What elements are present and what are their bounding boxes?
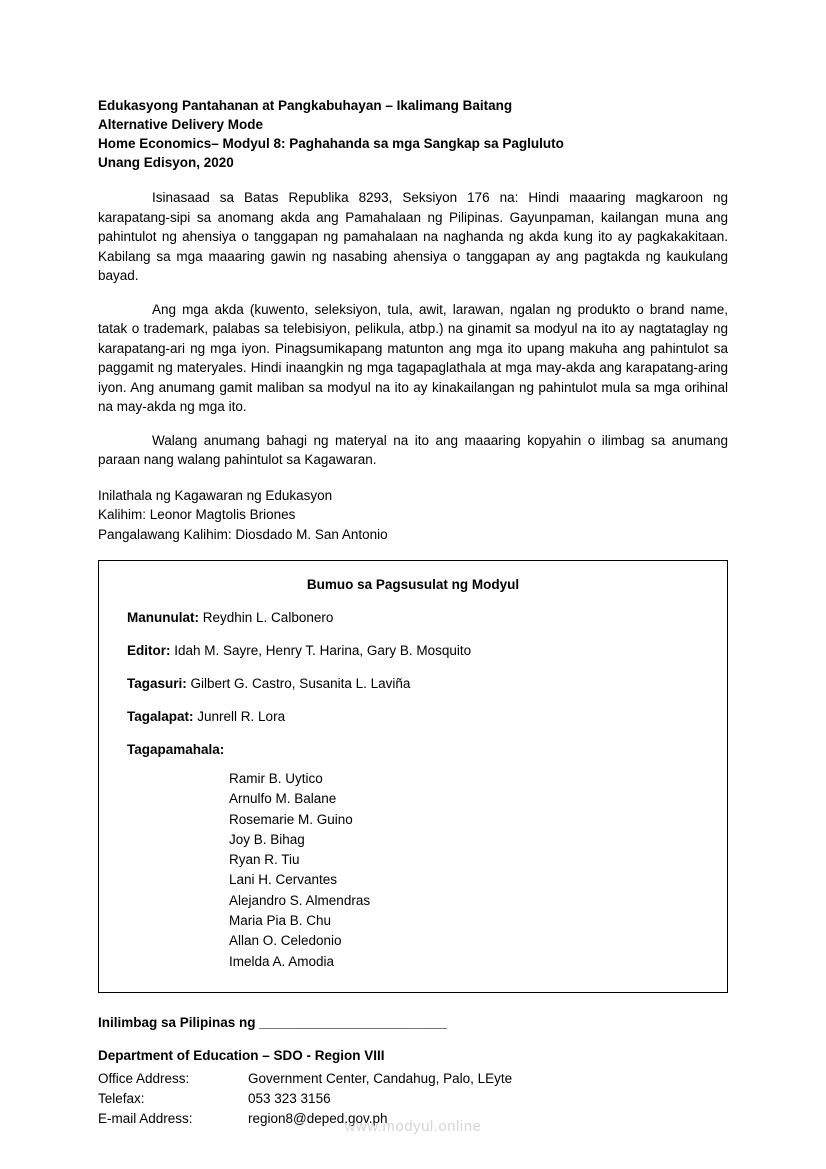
credit-row [127, 674, 709, 693]
contact-value-telefax: 053 323 3156 [248, 1090, 331, 1106]
printed-in-line: Inilimbag sa Pilipinas ng _________________________ [98, 1014, 447, 1030]
list-item: Alejandro S. Almendras [229, 892, 371, 908]
contact-value-office-address: Government Center, Candahug, Palo, LEyte [248, 1070, 513, 1086]
table-row [98, 1069, 512, 1089]
credit-row [127, 740, 709, 759]
list-item: Joy B. Bihag [229, 831, 305, 847]
credit-role-layout: Tagalapat: [127, 709, 194, 724]
credit-role-editor: Editor: [127, 643, 171, 658]
credit-role-writer: Manunulat: [127, 610, 199, 625]
list-item: Maria Pia B. Chu [229, 913, 332, 929]
table-row [98, 1089, 512, 1109]
contact-label-office-address: Office Address: [98, 1070, 190, 1086]
list-item: Arnulfo M. Balane [229, 791, 337, 807]
contact-label-telefax: Telefax: [98, 1090, 145, 1106]
title-line-4: Unang Edisyon, 2020 [98, 155, 234, 170]
document-title-block [98, 96, 728, 172]
credit-names-reviewer: Gilbert G. Castro, Susanita L. Laviña [190, 676, 411, 691]
credit-names-editor: Idah M. Sayre, Henry T. Harina, Gary B. Mosquito [174, 643, 472, 658]
credit-names-layout: Junrell R. Lora [197, 709, 286, 724]
supervisor-list [229, 769, 709, 972]
credit-row [127, 707, 709, 726]
publisher-block [98, 486, 728, 545]
list-item: Ryan R. Tiu [229, 852, 300, 868]
title-line-3: Home Economics– Modyul 8: Paghahanda sa mga Sangkap sa Pagluluto [98, 136, 564, 151]
title-line-1: Edukasyong Pantahanan at Pangkabuhayan – Ikalimang Baitang [98, 98, 513, 113]
credit-names-writer: Reydhin L. Calbonero [202, 610, 334, 625]
title-line-2: Alternative Delivery Mode [98, 117, 264, 132]
copyright-paragraph-1: Isinasaad sa Batas Republika 8293, Seksiyon 176 na: Hindi maaaring magkaroon ng karapatang-sipi sa anomang akda ang Pamahalaan ng Pilipinas. Gayunpaman, kailangan muna ang pahintulot ng ahensiya o tanggapan ng pamahalaan na naghanda ng akda kung ito ay pagkakakitaan. Kabilang sa mga maaaring gawin ng nasabing ahensiya o tanggapan ay ang pagtakda ng kaukulang bayad. [98, 190, 728, 283]
copyright-paragraph-3: Walang anumang bahagi ng materyal na ito ang maaaring kopyahin o ilimbag sa anumang paraan nang walang pahintulot sa Kagawaran. [98, 432, 728, 467]
credit-row [127, 641, 709, 660]
publisher-line-3: Pangalawang Kalihim: Diosdado M. San Antonio [98, 526, 388, 542]
copyright-paragraph-2: Ang mga akda (kuwento, seleksiyon, tula, awit, larawan, ngalan ng produkto o brand name, tatak o trademark, palabas sa telebisiyon, pelikula, atbp.) na ginamit sa modyul na ito ay nagtataglay ng karapatang-ari ng mga iyon. Pinagsumikapang matunton ang mga ito upang makuha ang pahintulot sa paggamit ng materyales. Hindi inaangkin ng mga tagapaglathala at mga may-akda ang karapatang-aring iyon. Ang anumang gamit maliban sa modyul na ito ay kinakailangan ng pahintulot mula sa mga orihinal na may-akda ng mga ito. [98, 301, 728, 414]
contact-value-email: region8@deped.gov.ph [248, 1110, 388, 1126]
publisher-line-2: Kalihim: Leonor Magtolis Briones [98, 507, 296, 522]
department-name: Department of Education – SDO - Region VIII [98, 1047, 385, 1063]
list-item: Lani H. Cervantes [229, 872, 338, 888]
credit-row [127, 608, 709, 627]
credit-role-reviewer: Tagasuri: [127, 676, 187, 691]
list-item: Allan O. Celedonio [229, 933, 342, 949]
credits-heading: Bumuo sa Pagsusulat ng Modyul [306, 577, 520, 592]
credits-box [98, 560, 728, 993]
list-item: Rosemarie M. Guino [229, 811, 353, 827]
credit-role-supervisors: Tagapamahala: [127, 742, 225, 757]
publisher-line-1: Inilathala ng Kagawaran ng Edukasyon [98, 487, 333, 503]
contact-label-email: E-mail Address: [98, 1110, 193, 1126]
list-item: Ramir B. Uytico [229, 771, 323, 786]
list-item: Imelda A. Amodia [229, 953, 335, 969]
watermark: www.modyul.online [344, 1118, 482, 1135]
